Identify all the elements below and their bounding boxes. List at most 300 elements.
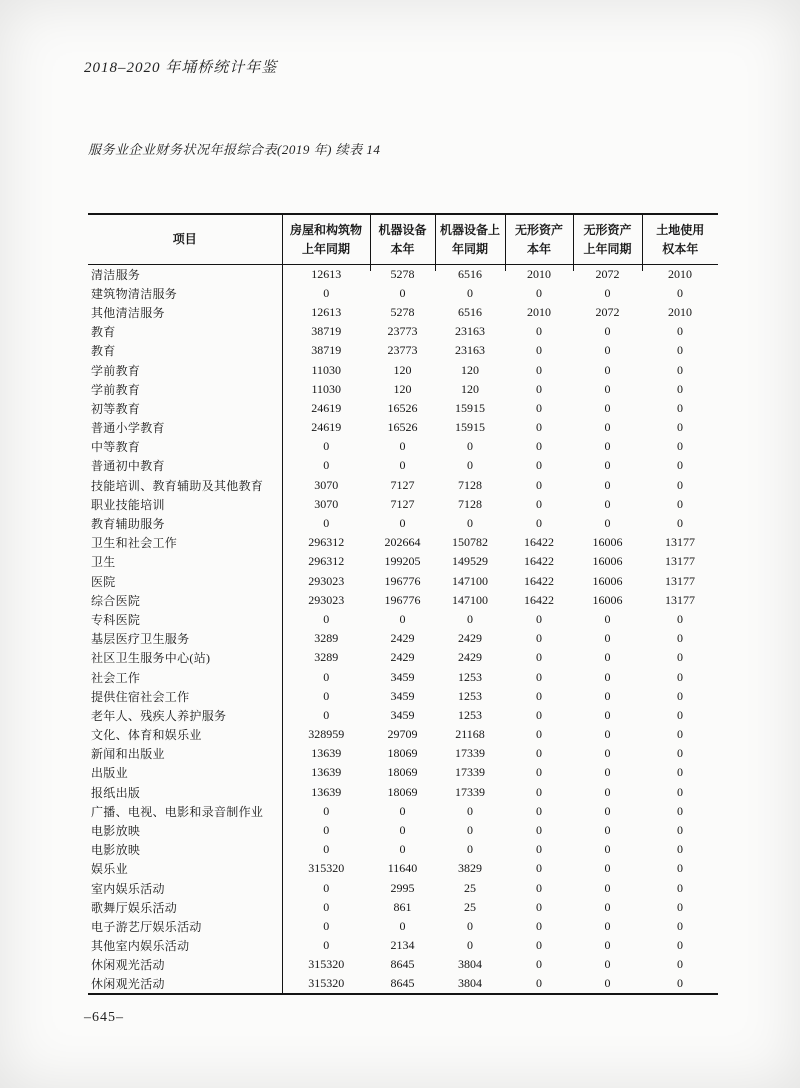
table-header-row xyxy=(88,214,718,265)
row-value: 6516 xyxy=(458,304,482,319)
row-value: 1253 xyxy=(458,669,482,684)
row-value: 0 xyxy=(399,611,406,626)
row-value: 16422 xyxy=(524,592,554,607)
row-value: 2010 xyxy=(668,304,692,319)
row-value: 0 xyxy=(536,650,542,665)
row-value: 2072 xyxy=(595,266,620,281)
row-value: 0 xyxy=(536,976,542,991)
column-header-machinery-prior xyxy=(435,214,505,265)
row-value: 16006 xyxy=(592,535,623,550)
row-value: 147100 xyxy=(452,592,488,607)
table-row xyxy=(88,859,718,878)
row-value: 5278 xyxy=(390,266,415,281)
table-body xyxy=(88,265,718,994)
row-value: 0 xyxy=(536,688,542,703)
table-row xyxy=(88,265,718,284)
row-label: 专科医院 xyxy=(88,610,282,629)
table-row xyxy=(88,744,718,763)
row-value: 2429 xyxy=(390,631,415,646)
row-value: 0 xyxy=(536,957,542,972)
row-value: 8645 xyxy=(390,957,415,972)
row-value: 0 xyxy=(604,976,611,991)
row-value: 0 xyxy=(323,938,330,953)
row-value: 120 xyxy=(461,362,479,377)
row-value: 5278 xyxy=(390,304,415,319)
row-label: 电影放映 xyxy=(88,840,282,859)
row-label: 综合医院 xyxy=(88,591,282,610)
row-value: 13639 xyxy=(311,784,342,799)
row-value: 16526 xyxy=(387,400,418,415)
row-value: 3070 xyxy=(314,496,339,511)
table-row xyxy=(88,437,718,456)
row-value: 202664 xyxy=(384,535,421,550)
row-value: 196776 xyxy=(384,573,421,588)
row-label: 医院 xyxy=(88,572,282,591)
row-value: 0 xyxy=(467,439,473,454)
row-value: 3829 xyxy=(458,861,482,876)
table-row xyxy=(88,974,718,993)
row-value: 1253 xyxy=(458,688,482,703)
row-value: 2010 xyxy=(527,304,551,319)
table-row xyxy=(88,418,718,437)
table-row xyxy=(88,898,718,917)
row-value: 25 xyxy=(464,880,476,895)
row-value: 0 xyxy=(323,285,330,300)
table-row xyxy=(88,936,718,955)
row-value: 0 xyxy=(536,420,542,435)
row-value: 3289 xyxy=(314,631,339,646)
row-value: 18069 xyxy=(387,746,418,761)
table-row xyxy=(88,552,718,571)
row-value: 0 xyxy=(677,420,683,435)
table-header xyxy=(88,214,718,265)
row-value: 0 xyxy=(536,439,542,454)
row-value: 0 xyxy=(536,938,542,953)
row-value: 0 xyxy=(323,803,330,818)
column-header-label: 无形资产 xyxy=(583,222,632,237)
row-value: 0 xyxy=(467,918,473,933)
row-label: 社区卫生服务中心(站) xyxy=(88,648,282,667)
row-value: 13639 xyxy=(311,746,342,761)
row-value: 0 xyxy=(323,611,330,626)
row-value: 0 xyxy=(677,938,683,953)
row-value: 0 xyxy=(604,784,611,799)
row-value: 6516 xyxy=(458,266,482,281)
row-label: 学前教育 xyxy=(88,360,282,379)
column-header-label: 无形资产 xyxy=(514,222,563,237)
row-value: 0 xyxy=(604,746,611,761)
row-value: 0 xyxy=(323,899,330,914)
row-value: 0 xyxy=(323,918,330,933)
table-row xyxy=(88,783,718,802)
row-value: 7128 xyxy=(458,496,482,511)
row-value: 21168 xyxy=(455,727,485,742)
row-value: 11030 xyxy=(311,381,342,396)
row-value: 0 xyxy=(467,803,473,818)
row-value: 23163 xyxy=(455,324,485,339)
table-row xyxy=(88,341,718,360)
table-row xyxy=(88,648,718,667)
row-label: 卫生 xyxy=(88,552,282,571)
row-value: 0 xyxy=(677,516,683,531)
row-value: 199205 xyxy=(384,554,421,569)
row-value: 0 xyxy=(604,650,611,665)
row-value: 0 xyxy=(677,880,683,895)
row-value: 328959 xyxy=(308,727,345,742)
row-value: 0 xyxy=(399,285,406,300)
row-value: 0 xyxy=(677,746,683,761)
table-row xyxy=(88,591,718,610)
table-row xyxy=(88,763,718,782)
row-value: 0 xyxy=(604,669,611,684)
column-header-machinery-current xyxy=(370,214,435,265)
row-value: 0 xyxy=(323,707,330,722)
row-label: 其他室内娱乐活动 xyxy=(88,936,282,955)
row-value: 150782 xyxy=(452,535,488,550)
row-value: 13177 xyxy=(665,592,695,607)
row-value: 23773 xyxy=(387,324,418,339)
row-value: 15915 xyxy=(455,420,485,435)
page-number: –645– xyxy=(84,1010,124,1025)
table-row xyxy=(88,303,718,322)
row-value: 315320 xyxy=(308,976,345,991)
row-value: 16422 xyxy=(524,554,554,569)
row-value: 293023 xyxy=(308,573,345,588)
row-value: 0 xyxy=(536,285,542,300)
row-value: 16006 xyxy=(592,592,623,607)
row-value: 0 xyxy=(536,803,542,818)
row-value: 0 xyxy=(467,938,473,953)
row-label: 报纸出版 xyxy=(88,783,282,802)
row-value: 17339 xyxy=(455,784,485,799)
row-value: 3289 xyxy=(314,650,339,665)
row-value: 0 xyxy=(677,381,683,396)
row-value: 0 xyxy=(677,707,683,722)
row-value: 0 xyxy=(604,880,611,895)
table-row xyxy=(88,955,718,974)
row-value: 3804 xyxy=(458,976,482,991)
row-label: 歌舞厅娱乐活动 xyxy=(88,898,282,917)
row-value: 2429 xyxy=(458,650,482,665)
row-value: 2134 xyxy=(390,938,415,953)
row-value: 0 xyxy=(604,957,611,972)
row-value: 3459 xyxy=(390,669,415,684)
table-row xyxy=(88,456,718,475)
row-value: 13639 xyxy=(311,765,342,780)
table-row xyxy=(88,821,718,840)
row-value: 0 xyxy=(399,823,406,838)
row-value: 0 xyxy=(604,400,611,415)
column-header-label: 机器设备 xyxy=(378,222,427,237)
row-value: 0 xyxy=(604,899,611,914)
finance-data-table xyxy=(88,213,718,995)
book-header: 2018–2020 年埇桥统计年鉴 xyxy=(84,60,278,76)
table-row xyxy=(88,667,718,686)
row-value: 0 xyxy=(677,669,683,684)
row-value: 0 xyxy=(677,631,683,646)
table-row xyxy=(88,476,718,495)
row-value: 0 xyxy=(604,362,611,377)
row-value: 0 xyxy=(604,420,611,435)
row-value: 16422 xyxy=(524,573,554,588)
row-label: 中等教育 xyxy=(88,437,282,456)
column-header-label: 本年 xyxy=(526,241,551,256)
row-value: 0 xyxy=(536,477,542,492)
row-value: 3459 xyxy=(390,707,415,722)
row-label: 教育辅助服务 xyxy=(88,514,282,533)
row-value: 3459 xyxy=(390,688,415,703)
row-value: 2995 xyxy=(390,880,415,895)
table-row xyxy=(88,879,718,898)
row-value: 0 xyxy=(467,611,473,626)
row-label: 普通初中教育 xyxy=(88,456,282,475)
row-value: 0 xyxy=(677,611,683,626)
row-value: 0 xyxy=(677,650,683,665)
row-value: 12613 xyxy=(311,304,342,319)
row-value: 17339 xyxy=(455,765,485,780)
row-value: 0 xyxy=(536,324,542,339)
row-value: 0 xyxy=(467,516,473,531)
row-value: 0 xyxy=(323,688,330,703)
row-value: 0 xyxy=(604,765,611,780)
row-value: 0 xyxy=(677,784,683,799)
row-value: 0 xyxy=(536,823,542,838)
row-value: 296312 xyxy=(308,535,345,550)
row-value: 7128 xyxy=(458,477,482,492)
column-header-land-use-current xyxy=(642,214,718,265)
row-value: 196776 xyxy=(384,592,421,607)
row-value: 18069 xyxy=(387,784,418,799)
row-value: 38719 xyxy=(311,324,342,339)
row-label: 其他清洁服务 xyxy=(88,303,282,322)
row-value: 0 xyxy=(677,727,683,742)
row-value: 0 xyxy=(677,803,683,818)
row-value: 0 xyxy=(677,688,683,703)
table-row xyxy=(88,399,718,418)
row-value: 0 xyxy=(604,842,611,857)
row-value: 3070 xyxy=(314,477,339,492)
row-label: 清洁服务 xyxy=(88,265,282,284)
row-value: 0 xyxy=(536,880,542,895)
row-value: 0 xyxy=(604,381,611,396)
row-value: 120 xyxy=(393,381,412,396)
row-value: 0 xyxy=(323,439,330,454)
row-value: 0 xyxy=(677,439,683,454)
row-value: 0 xyxy=(323,669,330,684)
row-value: 315320 xyxy=(308,861,345,876)
table-row xyxy=(88,380,718,399)
column-header-item xyxy=(88,214,282,265)
table-row xyxy=(88,706,718,725)
table-row xyxy=(88,610,718,629)
row-value: 0 xyxy=(536,784,542,799)
row-value: 0 xyxy=(536,362,542,377)
row-value: 0 xyxy=(467,285,473,300)
row-value: 11030 xyxy=(311,362,342,377)
row-value: 0 xyxy=(604,688,611,703)
row-value: 0 xyxy=(536,746,542,761)
row-value: 23163 xyxy=(455,343,485,358)
row-value: 3804 xyxy=(458,957,482,972)
row-value: 0 xyxy=(536,918,542,933)
row-value: 0 xyxy=(677,842,683,857)
row-value: 0 xyxy=(604,285,611,300)
row-value: 2429 xyxy=(458,631,482,646)
row-value: 0 xyxy=(677,899,683,914)
row-value: 23773 xyxy=(387,343,418,358)
row-value: 0 xyxy=(536,343,542,358)
row-value: 0 xyxy=(536,765,542,780)
row-value: 8645 xyxy=(390,976,415,991)
row-value: 0 xyxy=(604,439,611,454)
row-value: 0 xyxy=(604,631,611,646)
row-value: 120 xyxy=(393,362,412,377)
row-value: 0 xyxy=(536,727,542,742)
table-row xyxy=(88,802,718,821)
column-header-label: 年同期 xyxy=(451,241,488,256)
row-value: 0 xyxy=(604,496,611,511)
row-label: 初等教育 xyxy=(88,399,282,418)
column-header-label: 项目 xyxy=(172,232,197,247)
row-value: 147100 xyxy=(452,573,488,588)
row-value: 0 xyxy=(536,899,542,914)
row-label: 普通小学教育 xyxy=(88,418,282,437)
row-value: 16006 xyxy=(592,573,623,588)
column-header-label: 本年 xyxy=(390,241,415,256)
row-label: 老年人、残疾人养护服务 xyxy=(88,706,282,725)
row-value: 0 xyxy=(677,362,683,377)
table-row xyxy=(88,533,718,552)
row-value: 17339 xyxy=(455,746,485,761)
row-label: 社会工作 xyxy=(88,667,282,686)
table-row xyxy=(88,322,718,341)
row-value: 2010 xyxy=(668,266,692,281)
table-row xyxy=(88,917,718,936)
row-label: 电影放映 xyxy=(88,821,282,840)
row-value: 0 xyxy=(677,400,683,415)
row-value: 0 xyxy=(323,458,330,473)
row-value: 2010 xyxy=(527,266,551,281)
row-label: 学前教育 xyxy=(88,380,282,399)
row-value: 0 xyxy=(467,458,473,473)
row-value: 0 xyxy=(467,842,473,857)
row-value: 0 xyxy=(677,324,683,339)
row-value: 0 xyxy=(467,823,473,838)
row-value: 0 xyxy=(399,918,406,933)
row-value: 12613 xyxy=(311,266,342,281)
row-value: 0 xyxy=(399,439,406,454)
row-value: 0 xyxy=(604,458,611,473)
row-value: 0 xyxy=(536,516,542,531)
row-value: 0 xyxy=(677,343,683,358)
row-label: 新闻和出版业 xyxy=(88,744,282,763)
row-value: 13177 xyxy=(665,573,695,588)
row-value: 0 xyxy=(677,496,683,511)
column-header-buildings-prior xyxy=(282,214,370,265)
row-value: 0 xyxy=(536,496,542,511)
row-value: 149529 xyxy=(452,554,488,569)
table-row xyxy=(88,725,718,744)
row-label: 文化、体育和娱乐业 xyxy=(88,725,282,744)
row-value: 16526 xyxy=(387,420,418,435)
row-label: 广播、电视、电影和录音制作业 xyxy=(88,802,282,821)
row-value: 11640 xyxy=(387,861,418,876)
row-value: 7127 xyxy=(390,477,415,492)
row-value: 0 xyxy=(399,803,406,818)
row-value: 293023 xyxy=(308,592,345,607)
row-value: 0 xyxy=(677,765,683,780)
row-value: 296312 xyxy=(308,554,345,569)
row-value: 0 xyxy=(536,381,542,396)
row-value: 0 xyxy=(677,285,683,300)
row-value: 0 xyxy=(677,458,683,473)
row-value: 0 xyxy=(677,976,683,991)
row-label: 提供住宿社会工作 xyxy=(88,687,282,706)
table-row xyxy=(88,572,718,591)
row-value: 0 xyxy=(536,458,542,473)
row-value: 38719 xyxy=(311,343,342,358)
row-value: 0 xyxy=(677,918,683,933)
row-value: 2072 xyxy=(595,304,620,319)
table-row xyxy=(88,840,718,859)
row-label: 技能培训、教育辅助及其他教育 xyxy=(88,476,282,495)
column-header-intangible-current xyxy=(505,214,573,265)
row-value: 0 xyxy=(399,516,406,531)
row-value: 1253 xyxy=(458,707,482,722)
row-value: 0 xyxy=(604,823,611,838)
row-value: 0 xyxy=(323,823,330,838)
row-value: 0 xyxy=(536,631,542,646)
column-header-label: 权本年 xyxy=(662,241,699,256)
row-value: 0 xyxy=(536,400,542,415)
row-value: 24619 xyxy=(311,400,342,415)
table-row xyxy=(88,495,718,514)
row-value: 0 xyxy=(323,880,330,895)
row-value: 0 xyxy=(604,918,611,933)
row-value: 13177 xyxy=(665,554,695,569)
row-value: 0 xyxy=(536,707,542,722)
row-value: 0 xyxy=(399,458,406,473)
row-label: 职业技能培训 xyxy=(88,495,282,514)
row-value: 0 xyxy=(323,516,330,531)
row-value: 29709 xyxy=(387,727,418,742)
row-value: 0 xyxy=(604,803,611,818)
row-value: 0 xyxy=(536,842,542,857)
row-label: 娱乐业 xyxy=(88,859,282,878)
row-value: 0 xyxy=(677,861,683,876)
row-value: 0 xyxy=(604,516,611,531)
table-title: 服务业企业财务状况年报综合表(2019 年) 续表 14 xyxy=(88,142,381,157)
column-header-label: 机器设备上 xyxy=(439,222,500,237)
row-value: 0 xyxy=(399,842,406,857)
table-row xyxy=(88,284,718,303)
column-header-intangible-prior xyxy=(573,214,642,265)
row-label: 休闲观光活动 xyxy=(88,955,282,974)
row-value: 2429 xyxy=(390,650,415,665)
row-value: 0 xyxy=(604,477,611,492)
row-value: 0 xyxy=(604,938,611,953)
row-value: 315320 xyxy=(308,957,345,972)
row-value: 0 xyxy=(677,957,683,972)
table-row xyxy=(88,514,718,533)
table-row xyxy=(88,629,718,648)
row-value: 16422 xyxy=(524,535,554,550)
row-value: 24619 xyxy=(311,420,342,435)
row-label: 室内娱乐活动 xyxy=(88,879,282,898)
row-label: 教育 xyxy=(88,322,282,341)
row-value: 0 xyxy=(677,823,683,838)
column-header-label: 上年同期 xyxy=(301,241,350,256)
